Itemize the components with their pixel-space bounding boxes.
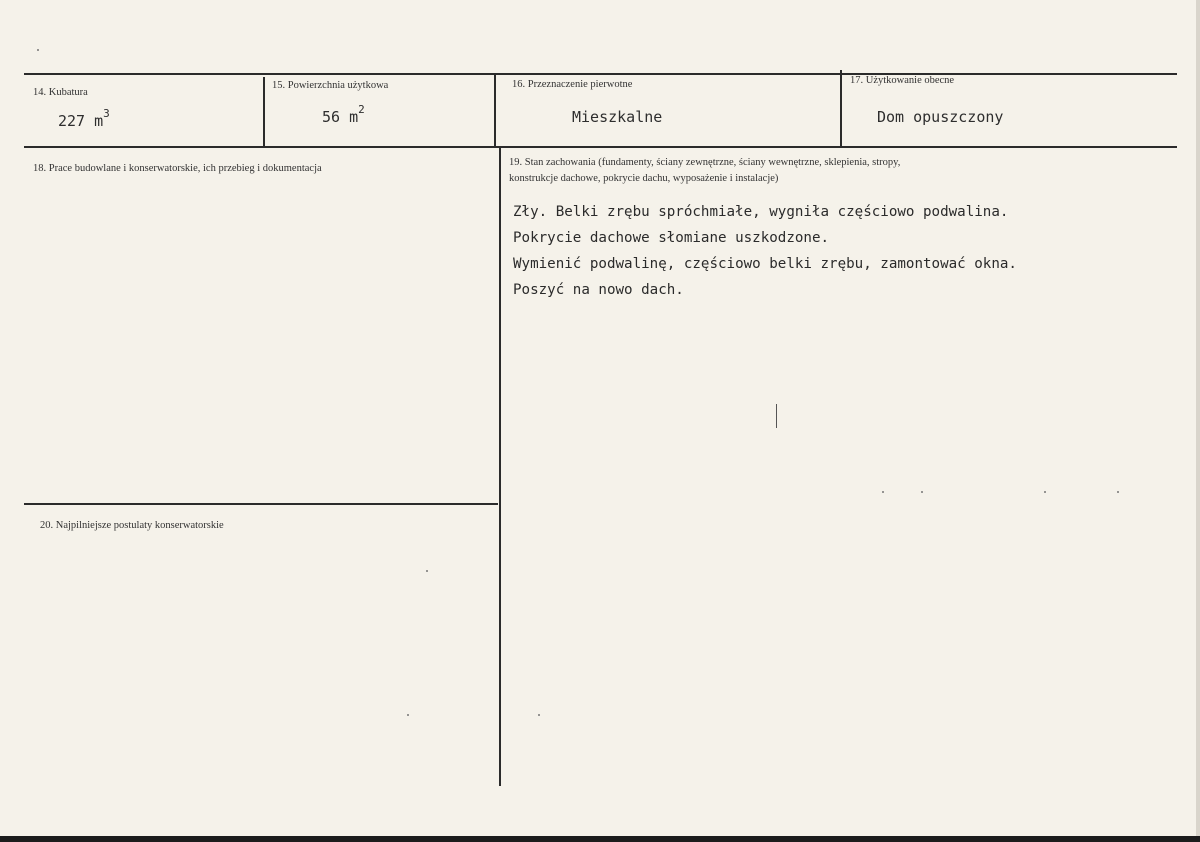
scan-bottom-edge [0,836,1200,842]
field-15-label: 15. Powierzchnia użytkowa [272,80,389,91]
field-14-label: 14. Kubatura [33,87,88,98]
field-15-unit-exponent: 2 [358,103,365,116]
field-17-label: 17. Użytkowanie obecne [850,75,955,86]
divider-16-17 [840,70,842,146]
header-row-bottom-rule [24,146,1177,148]
paper-speck [882,491,884,493]
main-column-divider [499,146,501,786]
paper-speck [1117,491,1119,493]
page-edge [1196,0,1200,842]
field-14-unit-exponent: 3 [103,107,110,120]
paper-speck [426,570,428,572]
field-16-value: Mieszkalne [572,108,663,126]
field-19-label-line1: 19. Stan zachowania (fundamenty, ściany zewnętrzne, ściany wewnętrzne, sklepienia, stropy, [509,157,901,168]
section-18-20-divider [24,503,498,505]
field-19-line: Wymienić podwalinę, częściowo belki zrębu, zamontować okna. [513,256,1017,272]
field-17-value: Dom opuszczony [877,108,1004,126]
field-14-value [58,107,110,130]
field-16-label: 16. Przeznaczenie pierwotne [512,79,633,90]
paper-speck [407,714,409,716]
stray-tick-mark [776,404,777,428]
field-19-line: Zły. Belki zrębu spróchmiałe, wygniła częściowo podwalina. [513,204,1009,220]
top-rule [24,73,1177,75]
field-14-value-text: 227 m [58,112,104,130]
field-19-label-line2: konstrukcje dachowe, pokrycie dachu, wyposażenie i instalacje) [509,173,779,184]
field-20-label: 20. Najpilniejsze postulaty konserwatorskie [40,520,224,531]
field-19-line: Poszyć na nowo dach. [513,282,684,298]
paper-speck [37,49,39,51]
field-19-typed-text [513,199,1017,303]
paper-speck [921,491,923,493]
divider-14-15 [263,77,265,146]
field-15-value-text: 56 m [322,108,359,126]
field-19-line: Pokrycie dachowe słomiane uszkodzone. [513,230,830,246]
paper-speck [538,714,540,716]
field-19-label [509,155,1109,187]
field-15-value [322,103,365,126]
divider-15-16 [494,73,496,146]
field-18-label: 18. Prace budowlane i konserwatorskie, ich przebieg i dokumentacja [33,163,322,174]
paper-speck [1044,491,1046,493]
